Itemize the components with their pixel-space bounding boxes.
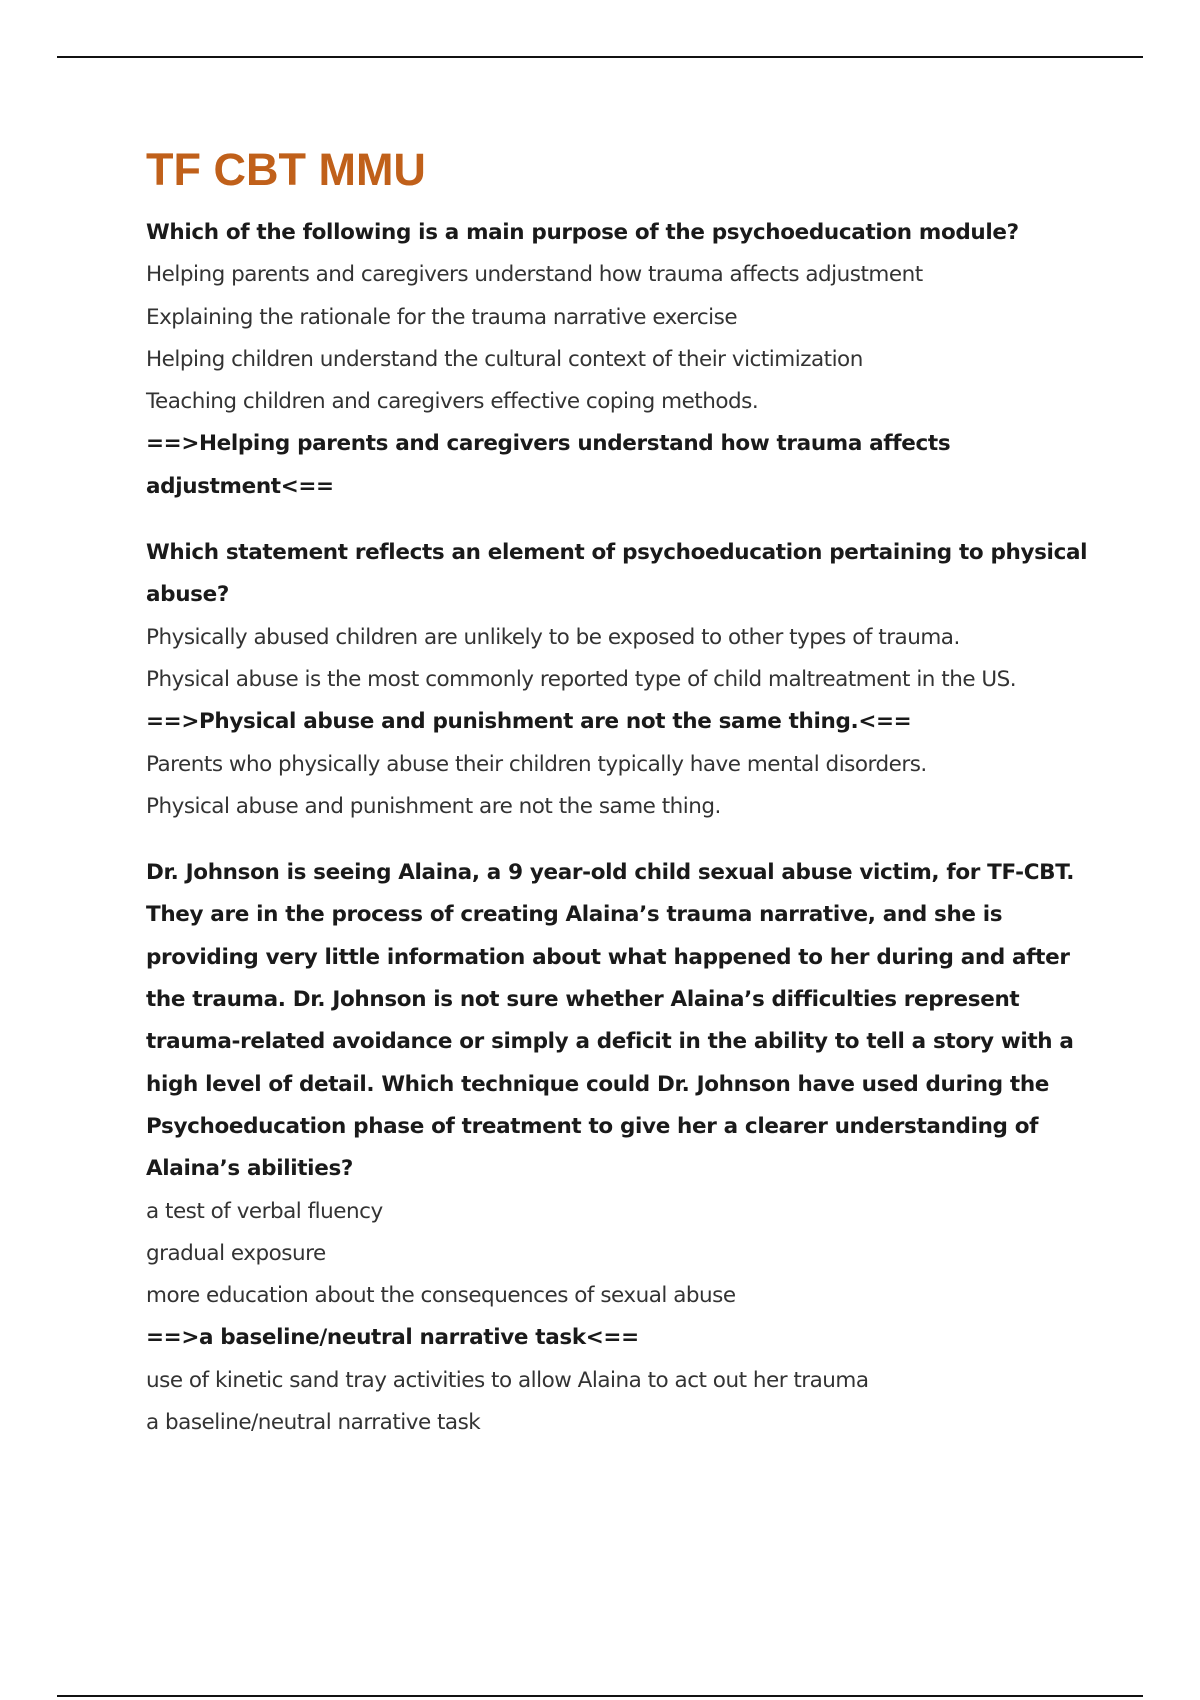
correct-answer: ==>Physical abuse and punishment are not the same thing.<== [146, 709, 912, 735]
answer-option: Helping children understand the cultural context of their victimization [146, 346, 863, 372]
answer-option: Physically abused children are unlikely to be exposed to other types of trauma. [146, 624, 960, 650]
question-block-2 [146, 532, 1096, 828]
header-rule [57, 56, 1143, 58]
answer-option: Teaching children and caregivers effective coping methods. [146, 389, 759, 415]
answer-option: Physical abuse is the most commonly reported type of child maltreatment in the US. [146, 666, 1017, 692]
answer-option: use of kinetic sand tray activities to allow Alaina to act out her trauma [146, 1367, 869, 1393]
footer-rule [57, 1695, 1143, 1697]
answer-option: Physical abuse and punishment are not the same thing. [146, 793, 721, 819]
question-prompt: Which statement reflects an element of psychoeducation pertaining to physical abuse? [146, 540, 1088, 608]
question-prompt: Dr. Johnson is seeing Alaina, a 9 year-old child sexual abuse victim, for TF-CBT. They are in the process of creating Alaina’s trauma narrative, and she is providing very little information about what happened to her during and after the trauma. Dr. Johnson is not sure whether Alaina’s difficulties represent trauma-related avoidance or simply a deficit in the ability to tell a story with a high level of detail. Which technique could Dr. Johnson have used during the Psychoeducation phase of treatment to give her a clearer understanding of Alaina’s abilities? [146, 860, 1075, 1182]
answer-option: Parents who physically abuse their children typically have mental disorders. [146, 751, 927, 777]
answer-option: Explaining the rationale for the trauma narrative exercise [146, 304, 738, 330]
question-block-1 [146, 212, 1096, 508]
correct-answer: ==>a baseline/neutral narrative task<== [146, 1325, 639, 1351]
question-block-3 [146, 852, 1096, 1444]
answer-option: gradual exposure [146, 1240, 326, 1266]
answer-option: more education about the consequences of sexual abuse [146, 1283, 736, 1309]
correct-answer: ==>Helping parents and caregivers understand how trauma affects adjustment<== [146, 431, 951, 499]
answer-option: a test of verbal fluency [146, 1198, 383, 1224]
document-title: TF CBT MMU [146, 144, 426, 195]
answer-option: a baseline/neutral narrative task [146, 1410, 481, 1436]
document-body [146, 140, 1096, 1444]
answer-option: Helping parents and caregivers understand how trauma affects adjustment [146, 262, 923, 288]
question-prompt: Which of the following is a main purpose of the psychoeducation module? [146, 220, 1019, 245]
